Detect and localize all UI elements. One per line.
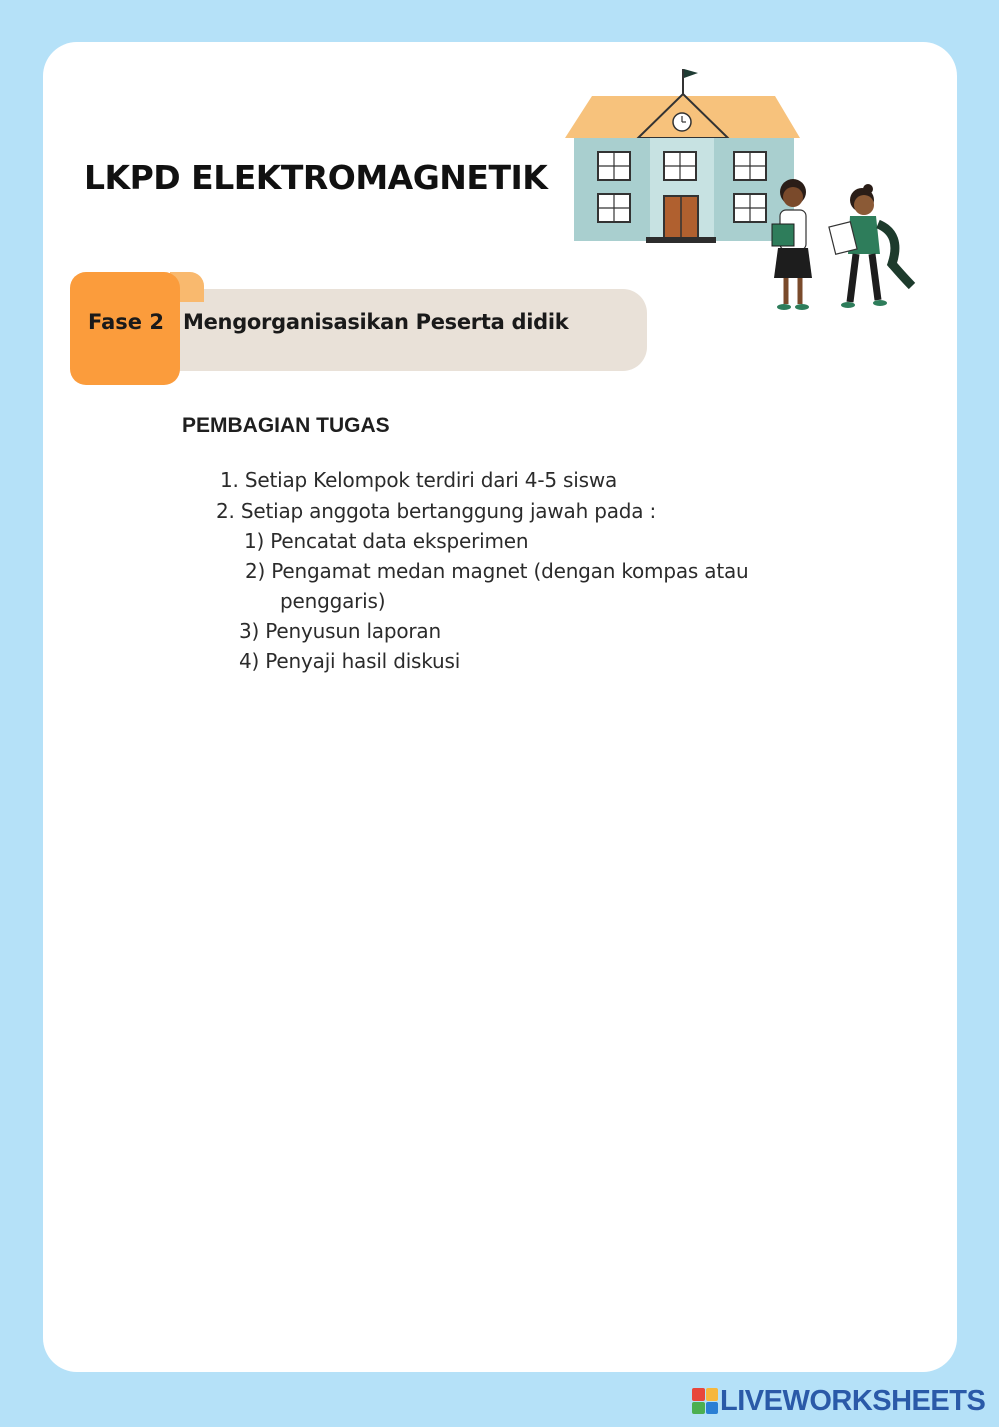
section-heading: PEMBAGIAN TUGAS: [182, 414, 390, 437]
liveworksheets-logo-icon: [692, 1388, 718, 1414]
task-item-2: 2. Setiap anggota bertanggung jawah pada :: [216, 499, 657, 523]
role-item-3: 3) Penyusun laporan: [239, 619, 441, 643]
phase-title: Mengorganisasikan Peserta didik: [183, 310, 569, 334]
flag-icon: [684, 69, 698, 78]
role-item-1: 1) Pencatat data eksperimen: [244, 529, 529, 553]
brand-name: LIVEWORKSHEETS: [720, 1384, 986, 1417]
document-title: LKPD ELEKTROMAGNETIK: [84, 158, 548, 197]
role-item-2-continued: penggaris): [280, 589, 386, 613]
task-item-1: 1. Setiap Kelompok terdiri dari 4-5 siswa: [220, 468, 618, 492]
student-boy-with-paper: [829, 184, 912, 308]
role-item-4: 4) Penyaji hasil diskusi: [239, 649, 461, 673]
phase-number: Fase 2: [88, 310, 164, 334]
liveworksheets-brand[interactable]: [692, 1385, 985, 1417]
role-item-2: 2) Pengamat medan magnet (dengan kompas atau: [245, 559, 749, 583]
school-illustration: [560, 64, 920, 314]
